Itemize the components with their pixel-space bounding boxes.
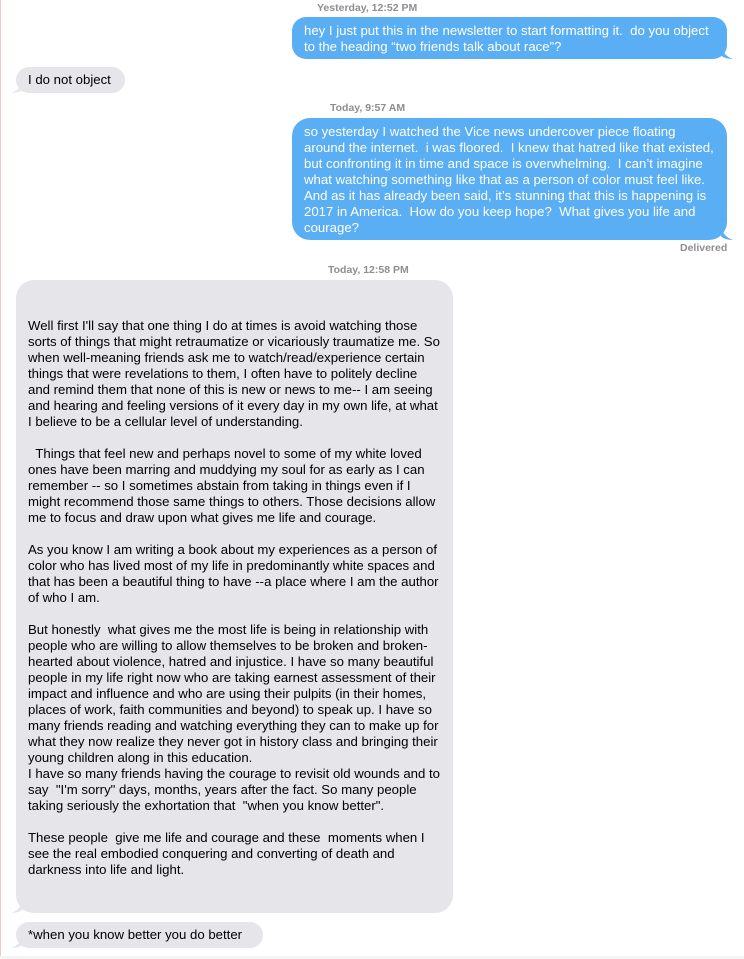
- outgoing-message-bubble[interactable]: hey I just put this in the newsletter to start formatting it. do you object to the heading “two friends talk about race”?: [292, 17, 727, 59]
- window-edge: [0, 0, 1, 959]
- bubble-tail-icon: [721, 228, 733, 240]
- incoming-message-bubble[interactable]: Well first I'll say that one thing I do at times is avoid watching those sorts of things that might retraumatize or vicariously traumatize me. So when well-meaning friends ask me to watch/read/experience certain things that were revelations to them, I often have to politely decline and remind them that none of this is new or news to me-- I am seeing and hearing and feeling versions of it every day in my own life, at what I believe to be a cellular level of understanding. Things that feel new and perhaps novel to some of my white loved ones have been marring and muddying my soul for as early as I can remember -- so I sometimes abstain from taking in things even if I might recommend those same things to others. Those decisions allow me to focus and draw upon what gives me life and courage. As you know I am writing a book about my experiences as a person of color who has lived most of my life in predominantly white spaces and that has been a beautiful thing to have --a place where I am the author of who I am. But honestly what gives me the most life is being in relationship with people who are willing to allow themselves to be broken and broken-hearted about violence, hatred and injustice. I have so many beautiful people in my life right now who are taking earnest assessment of their impact and influence and who are using their pulpits (in their homes, places of work, faith communities and beyond) to speak up. I have so many friends reading and watching everything they can to make up for what they now realize they never got in history class and bringing their young children along in this education. I have so many friends having the courage to revisit old wounds and to say "I'm sorry" days, months, years after the fact. So many people taking seriously the exhortation that "when you know better". These people give me life and courage and these moments when I see the real embodied conquering and converting of death and darkness into life and light.: [16, 280, 453, 913]
- bubble-tail-icon: [11, 936, 23, 948]
- outgoing-message-bubble[interactable]: so yesterday I watched the Vice news undercover piece floating around the internet. i was floored. I knew that hatred like that existed, but confronting it in time and space is overwhelming. I can’t imagine what watching something like that as a person of color must feel like. And as it has already been said, it’s stunning that this is happening is 2017 in America. How do you keep hope? What gives you life and courage?: [292, 118, 727, 240]
- timestamp: Yesterday, 12:52 PM: [317, 2, 418, 14]
- bubble-tail-icon: [721, 47, 733, 59]
- incoming-message-bubble[interactable]: I do not object: [16, 67, 125, 93]
- bubble-tail-icon: [11, 81, 23, 93]
- timestamp: Today, 9:57 AM: [330, 102, 406, 114]
- delivered-status: Delivered: [680, 242, 728, 254]
- timestamp: Today, 12:58 PM: [328, 264, 409, 276]
- incoming-message-bubble[interactable]: *when you know better you do better: [16, 922, 263, 948]
- bubble-tail-icon: [11, 901, 23, 913]
